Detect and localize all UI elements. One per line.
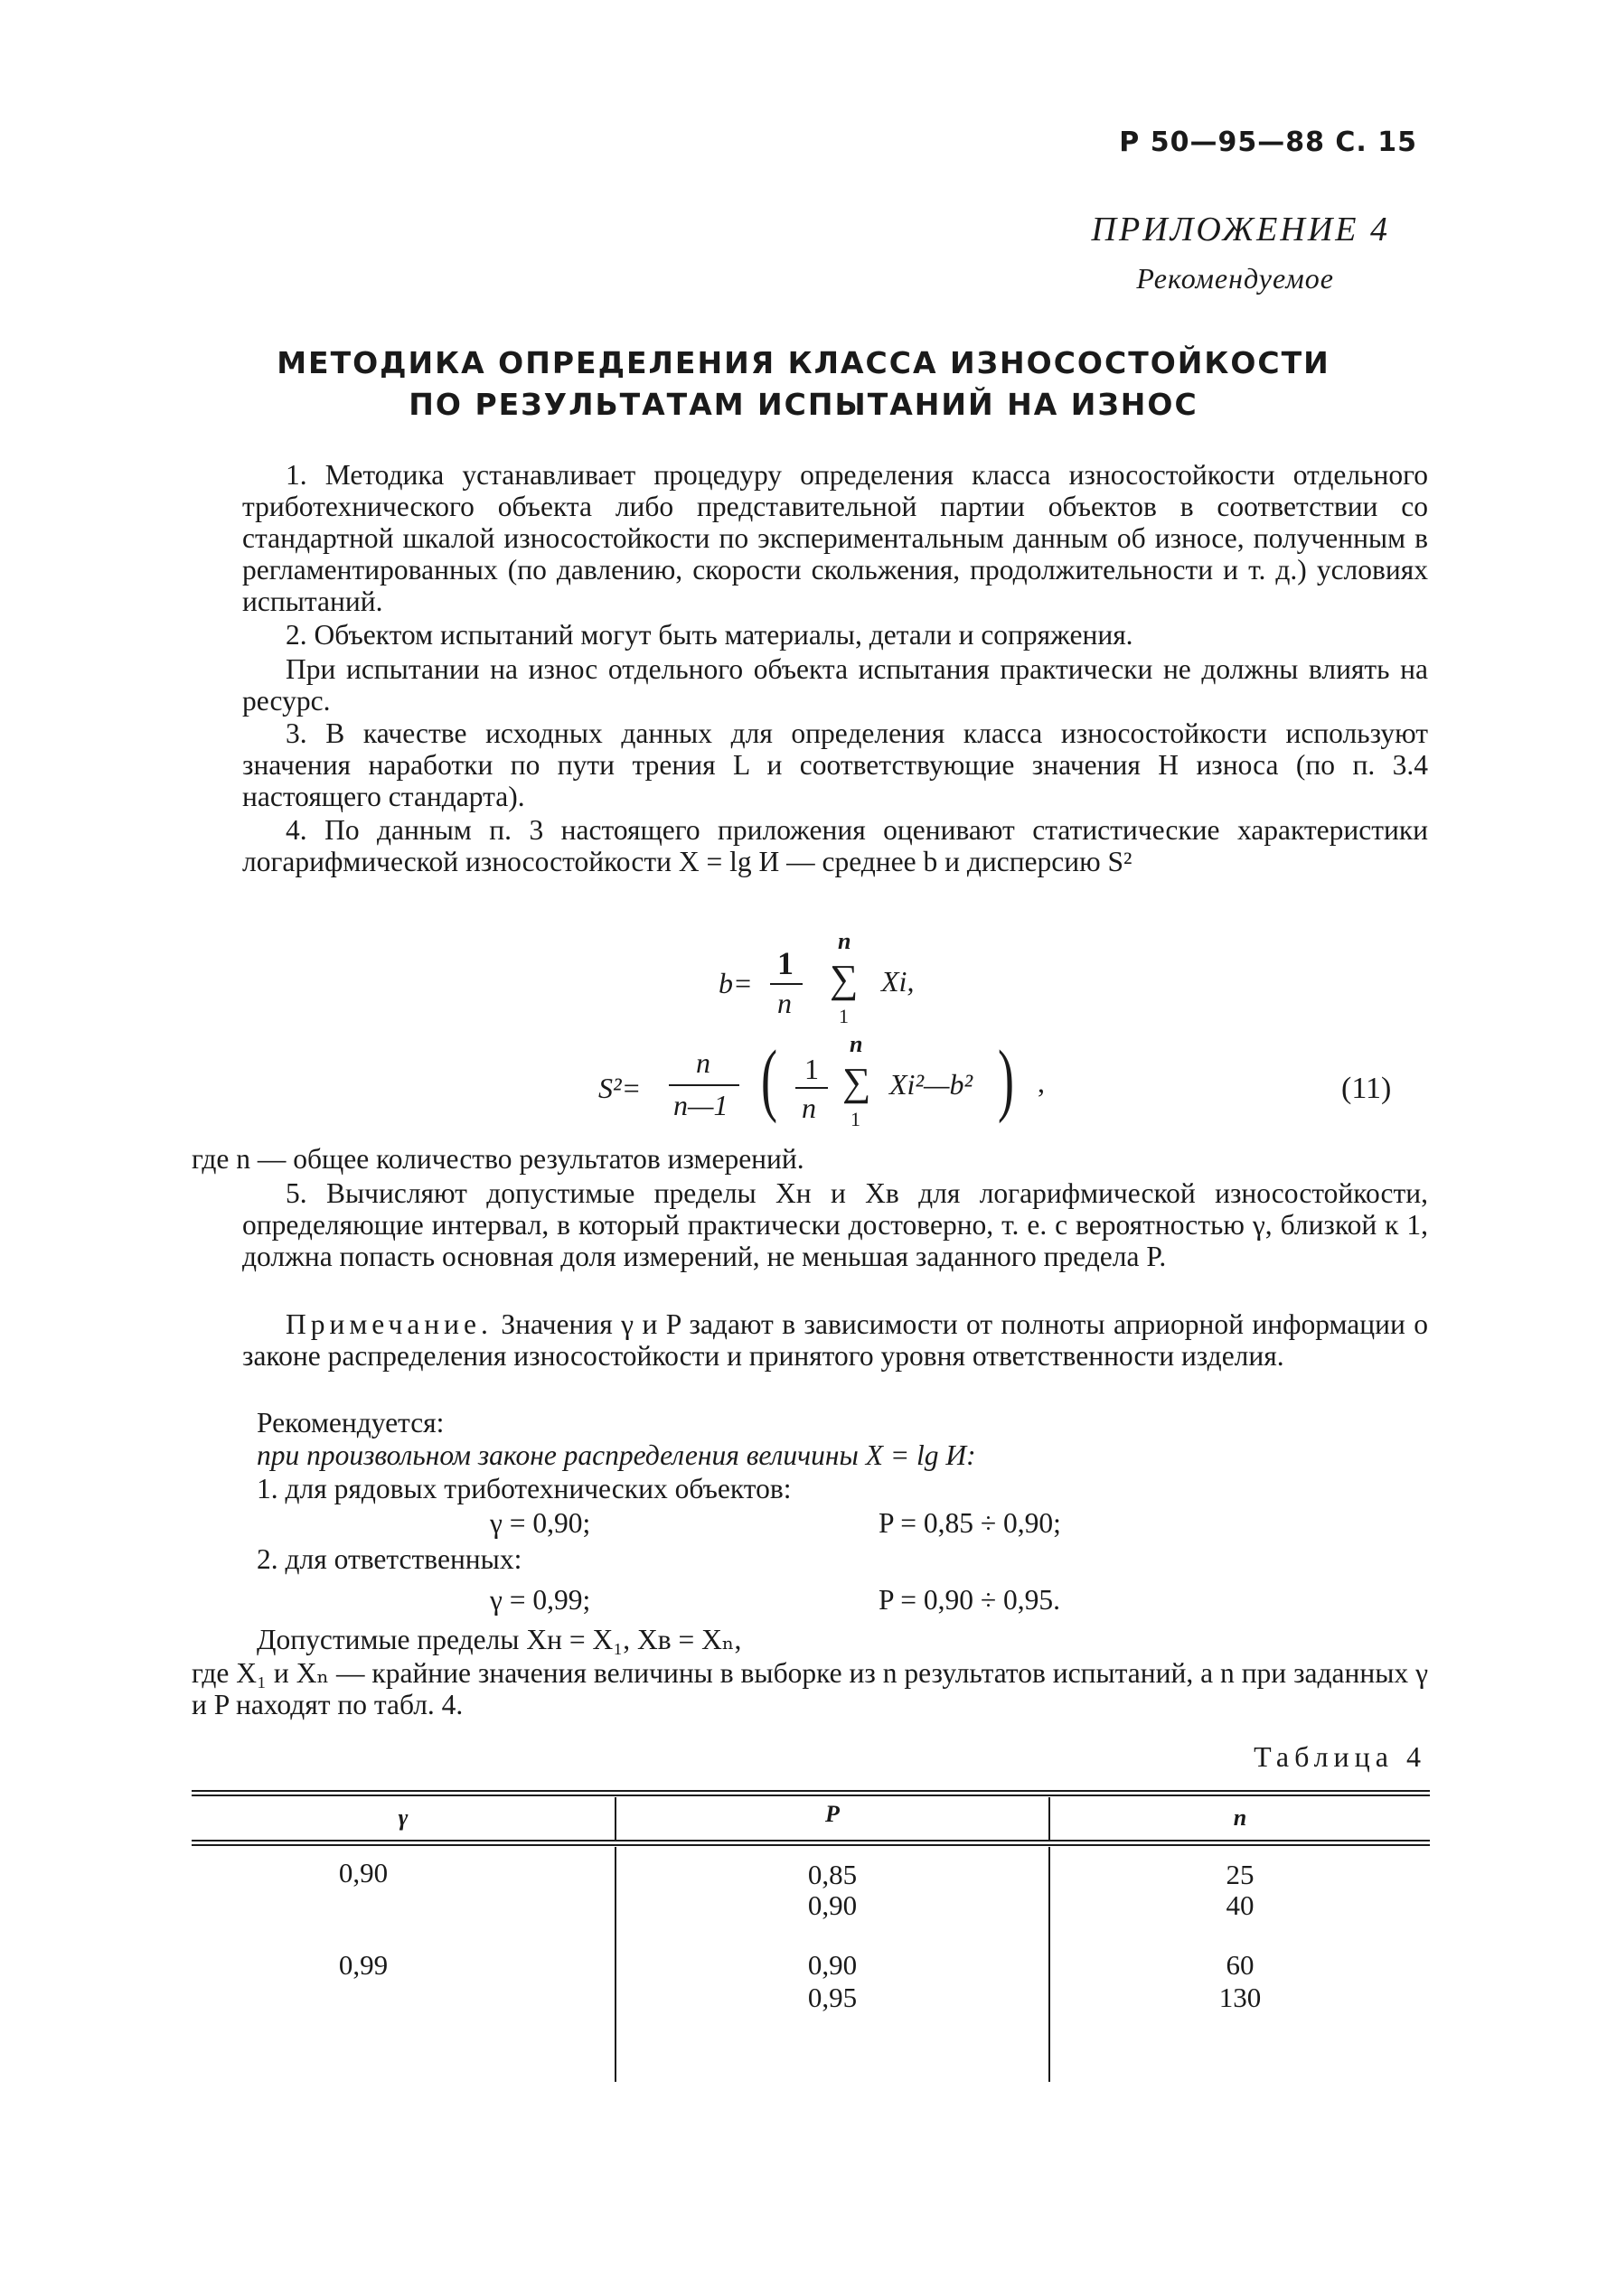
table-header-n: n xyxy=(1233,1804,1247,1831)
paragraph-5: 5. Вычисляют допустимые пределы Xн и Xв для логарифмической износостойкости, определяющие интервал, в который практически достоверно, т. е. с вероятностью γ, близкой к 1, должна попасть основная доля измерений, не меньшая заданного предела P. xyxy=(242,1177,1428,1272)
formula-variance-inner-denominator: n xyxy=(802,1092,816,1124)
formula-mean-lhs: b= xyxy=(719,967,753,999)
page-reference: Р 50—95—88 С. 15 xyxy=(1119,127,1417,158)
formula-mean-term: Xi, xyxy=(881,965,915,998)
formula-variance-inner-numerator: 1 xyxy=(804,1053,819,1085)
formula-variance-numerator: n xyxy=(696,1046,710,1079)
paragraph-1: 1. Методика устанавливает процедуру определения класса износостойкости отдельного триботехнического объекта либо представительной партии объектов в соответствии со стандартной шкалой износостойкости по экспериментальным данным об износе, полученным в регламентированных (по давлению, скорости скольжения, продолжительности и т. д.) условиях испытаний. xyxy=(242,459,1428,617)
item-2-p: P = 0,90 ÷ 0,95. xyxy=(879,1584,1061,1616)
formula-variance-sum-lower: 1 xyxy=(850,1108,860,1130)
item-1-gamma: γ = 0,90; xyxy=(490,1507,591,1539)
formula-mean-fraction-bar xyxy=(770,983,803,985)
appendix-label: ПРИЛОЖЕНИЕ 4 xyxy=(1091,211,1390,248)
paragraph-limits-explanation: где X₁ и Xₙ — крайние значения величины в выборке из n результатов испытаний, а n при заданных γ и P находят по табл. 4. xyxy=(192,1657,1428,1720)
table-header-rule xyxy=(192,1840,1430,1841)
formula-mean-sum-upper: n xyxy=(838,928,851,954)
formula-variance-fraction-bar xyxy=(669,1084,739,1086)
table-top-rule-2 xyxy=(192,1795,1430,1796)
appendix-status: Рекомендуемое xyxy=(1136,262,1334,295)
note-paragraph xyxy=(242,1308,1428,1372)
formula-variance-right-paren: ) xyxy=(997,1035,1014,1124)
table-top-rule xyxy=(192,1790,1430,1792)
table-cell-n-2b: 130 xyxy=(1218,1982,1262,2013)
recommendation-item-2: 2. для ответственных: xyxy=(257,1543,522,1575)
recommendation-item-1: 1. для рядовых триботехнических объектов: xyxy=(257,1473,792,1504)
table-header-p: P xyxy=(825,1801,840,1827)
formula-variance-denominator: n—1 xyxy=(673,1089,728,1121)
table-cell-p-1b: 0,90 xyxy=(807,1889,858,1921)
item-1-p: P = 0,85 ÷ 0,90; xyxy=(879,1507,1061,1539)
formula-variance-inner-fraction-bar xyxy=(795,1087,828,1089)
table-cell-n-1a: 25 xyxy=(1226,1859,1255,1890)
formula-variance-sum-upper: n xyxy=(850,1031,863,1057)
paragraph-2: 2. Объектом испытаний могут быть материалы, детали и сопряжения. xyxy=(286,619,1133,651)
formula-variance-lhs: S²= xyxy=(598,1072,642,1104)
formula-mean-numerator: 1 xyxy=(777,945,794,981)
table-cell-p-2a: 0,90 xyxy=(807,1949,858,1981)
table-caption: Таблица 4 xyxy=(1254,1740,1426,1773)
table-cell-gamma-1: 0,90 xyxy=(338,1857,389,1888)
formula-mean-sum-lower: 1 xyxy=(839,1005,849,1027)
recommendation-law: при произвольном законе распределения величины X = lg И: xyxy=(257,1439,976,1471)
table-header-rule-2 xyxy=(192,1844,1430,1846)
paragraph-4: 4. По данным п. 3 настоящего приложения оценивают статистические характеристики логарифмической износостойкости X = lg И — среднее b и дисперсию S² xyxy=(242,814,1428,877)
table-cell-n-1b: 40 xyxy=(1226,1889,1255,1921)
paragraph-3: 3. В качестве исходных данных для определения класса износостойкости используют значения наработки по пути трения L и соответствующие значения H износа (по п. 3.4 настоящего стандарта). xyxy=(242,717,1428,812)
limits-line: Допустимые пределы Xн = X₁, Xв = Xₙ, xyxy=(257,1624,742,1655)
document-title-line-2: ПО РЕЗУЛЬТАТАМ ИСПЫТАНИЙ НА ИЗНОС xyxy=(409,387,1198,422)
formula-variance-comma: , xyxy=(1038,1066,1045,1099)
paragraph-2-note: При испытании на износ отдельного объекта испытания практически не должны влиять на ресурс. xyxy=(242,653,1428,717)
table-header-gamma: γ xyxy=(398,1804,409,1831)
table-cell-p-2b: 0,95 xyxy=(807,1982,858,2013)
item-2-gamma: γ = 0,99; xyxy=(490,1584,591,1616)
formula-mean-denominator: n xyxy=(777,987,792,1019)
paragraph-where-n: где n — общее количество результатов измерений. xyxy=(192,1143,804,1175)
note-label: Примечание. xyxy=(286,1308,493,1340)
table-cell-gamma-2: 0,99 xyxy=(338,1949,389,1981)
formula-variance-left-paren: ( xyxy=(760,1035,777,1124)
table-cell-n-2a: 60 xyxy=(1226,1949,1255,1981)
formula-variance-sigma: ∑ xyxy=(842,1060,871,1104)
recommendation-heading: Рекомендуется: xyxy=(257,1407,445,1439)
table-cell-p-1a: 0,85 xyxy=(807,1859,858,1890)
formula-mean-sigma: ∑ xyxy=(830,957,859,1001)
equation-number: (11) xyxy=(1341,1072,1392,1105)
document-title-line-1: МЕТОДИКА ОПРЕДЕЛЕНИЯ КЛАССА ИЗНОСОСТОЙКОСТИ xyxy=(277,345,1330,380)
formula-variance-term: Xi²—b² xyxy=(889,1068,973,1101)
note-text: Значения γ и P задают в зависимости от полноты априорной информации о законе распределения износостойкости и принятого уровня ответственности изделия. xyxy=(242,1308,1428,1372)
